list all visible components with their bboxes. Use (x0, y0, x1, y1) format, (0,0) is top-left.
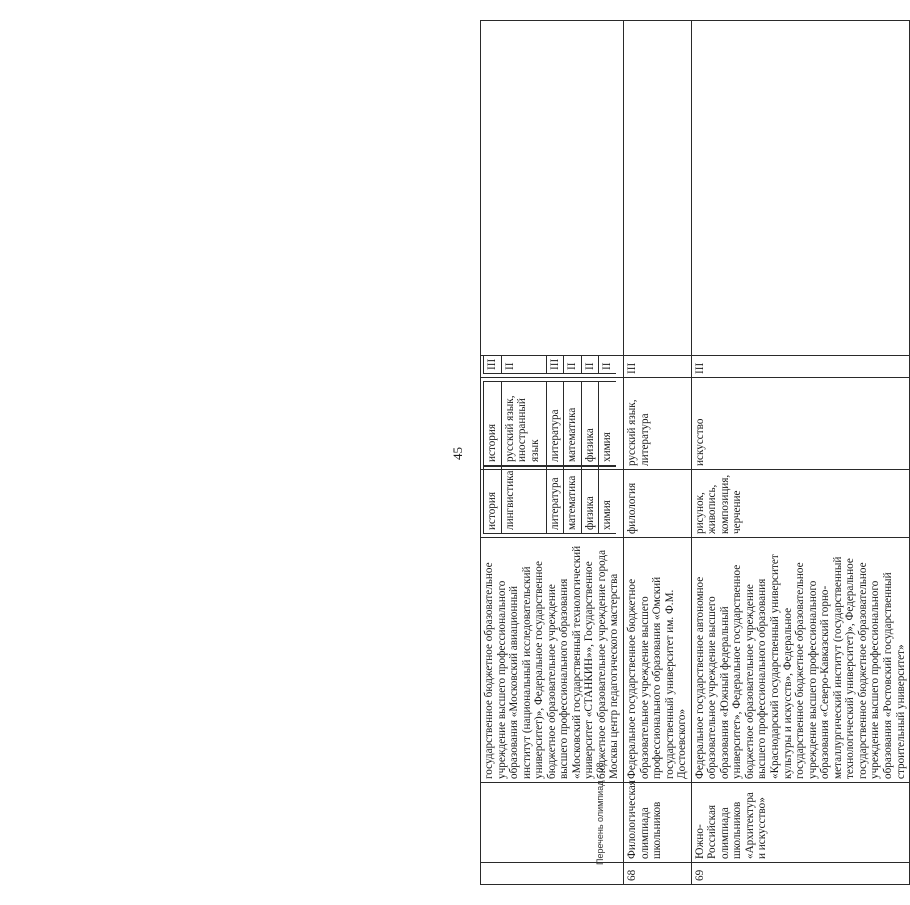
olympiad-name: Южно-Российская олимпиада школьников «Архитектура и искусство» (691, 783, 909, 863)
table-row (481, 21, 624, 885)
profile: химия (599, 467, 616, 534)
rotated-page (450, 0, 907, 905)
subject: искусство (691, 378, 909, 470)
organizers: государственное бюджетное образовательное учреждение высшего профессионального образования «Московский авиационный институт (национальный исследовательский университет)», Федеральное государственное бюджетное образовательное учреждение высшего профессионального образования «Московский государственный технологический университет «СТАНКИН»», Государственное бюджетное образовательное учреждение города Москвы центр педагогического мастерства (481, 538, 624, 783)
profile: история (484, 467, 502, 534)
subject: история (484, 382, 502, 466)
level-cell (481, 356, 624, 378)
subject: математика (564, 382, 582, 466)
page-number: 45 (450, 447, 465, 460)
level: II (564, 355, 582, 373)
subject: химия (599, 382, 616, 466)
level: III (624, 356, 692, 378)
olympiad-name: Филологическая олимпиада школьников (624, 783, 692, 863)
level: II (501, 355, 546, 373)
profile: математика (564, 467, 582, 534)
page-number-wrap (450, 0, 478, 905)
organizers: Федеральное государственное автономное образовательное учреждение высшего образования «Южный федеральный университет», Федеральное государственное бюджетное образовательное учреждение высшего профессионального образования «Краснодарский государственный университет культуры и искусств», Федеральное государственное бюджетное образовательное учреждение высшего профессионального образования «Северо-Кавказский горно-металлургический институт (государственный технологический университет)», Федеральное государственное бюджетное образовательное учреждение высшего профессионального образования «Ростовский государственный строительный университет» (691, 538, 909, 783)
level: III (546, 355, 564, 373)
organizers: Федеральное государственное бюджетное образовательное учреждение высшего профессионального образования «Омский государственный университет им. Ф.М. Достоевского» (624, 538, 692, 783)
level: III (691, 356, 909, 378)
subject: русский язык, иностранный язык (501, 382, 546, 466)
profile: филология (624, 470, 692, 538)
level: II (599, 355, 616, 373)
olympiad-table (480, 20, 910, 885)
subject: русский язык, литература (624, 378, 692, 470)
footer-text: Перечень олимпиад - 08 (595, 762, 605, 865)
profile: лингвистика (501, 467, 546, 534)
profile: литература (546, 467, 564, 534)
subject: физика (581, 382, 599, 466)
empty-cell (691, 21, 909, 356)
table-row (691, 21, 909, 885)
row-number (481, 863, 624, 885)
profile: рисунок, живопись, композиция, черчение (691, 470, 909, 538)
subject-cell (481, 378, 624, 470)
subject: литература (546, 382, 564, 466)
table-row (624, 21, 692, 885)
row-number: 68 (624, 863, 692, 885)
empty-cell (481, 21, 624, 356)
level: III (484, 355, 502, 373)
level: II (581, 355, 599, 373)
row-number: 69 (691, 863, 909, 885)
profile: физика (581, 467, 599, 534)
empty-cell (624, 21, 692, 356)
profile-cell (481, 470, 624, 538)
